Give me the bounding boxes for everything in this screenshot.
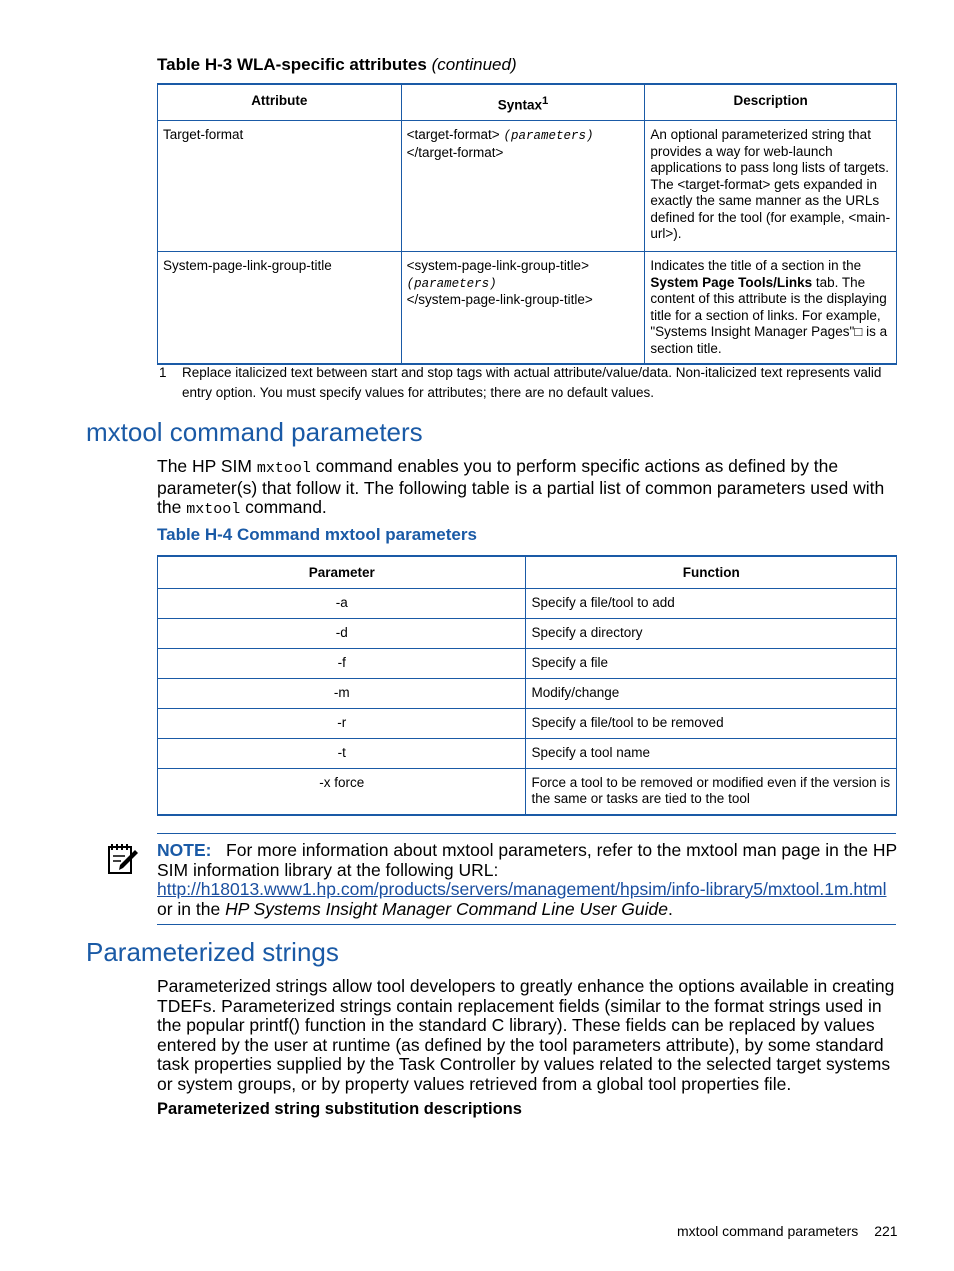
parameter-cell: -t [158,738,526,768]
section2-subheading: Parameterized string substitution descriptions [157,1100,522,1118]
link-line-1: http://h18013.www1.hp.com/products/servers/ [157,879,514,899]
note-guide-title: HP Systems Insight Manager Command Line User Guide [225,898,668,919]
table-h4-header-row [158,556,897,588]
syntax-close-tag: </system-page-link-group-title> [406,292,593,307]
function-cell: Force a tool to be removed or modified even if the version is the same or tasks are tied to the tool [526,768,897,815]
syntax-open-tag: <system-page-link-group-title> [406,258,589,273]
table-h3-header-attribute: Attribute [158,84,402,121]
section2-paragraph: Parameterized strings allow tool developers to greatly enhance the options available in creating TDEFs. Parameterized strings contain replacement fields (similar to the format strings used in the popular printf() function in the standard C library). These fields can be replaced by values entered by the user at runtime (as defined by the tool parameters attribute), by some standard task properties supplied by the Task Controller by values related to the selected target systems or system groups, or by property values retrieved from a global tool properties file. [157,976,895,1094]
note-text-mid: or in the [157,898,221,919]
table-row [158,588,897,618]
footnote-number: 1 [159,365,167,380]
table-row [158,768,897,815]
syntax-footnote-ref: 1 [541,95,549,107]
parameter-cell: -d [158,618,526,648]
footnote-text: Replace italicized text between start and stop tags with actual attribute/value/data. Non-italicized text represents valid entry option. You must specify values for attributes; there are no default values. [182,365,882,400]
function-cell: Modify/change [526,678,897,708]
attribute-cell: System-page-link-group-title [158,252,402,365]
syntax-header-label: Syntax [497,97,542,113]
table-row [158,648,897,678]
function-cell: Specify a file/tool to be removed [526,708,897,738]
description-cell [645,252,897,365]
link-line-2: management/hpsim/info-library5/mxtool.1m.html [513,879,887,899]
table-h4 [157,555,897,816]
table-h3 [157,83,897,365]
table-h4-header-parameter: Parameter [158,556,526,588]
table-row [158,121,897,252]
description-bold: System Page Tools/Links [650,274,813,290]
para-code-mxtool: mxtool [256,460,311,477]
para-post: command. [245,497,327,517]
syntax-cell [401,121,645,252]
function-cell: Specify a file [526,648,897,678]
table-row [158,708,897,738]
note-label: NOTE: [157,840,212,860]
syntax-open-tag: <target-format> [406,127,500,142]
table-row [158,738,897,768]
table-row [158,252,897,365]
section1-paragraph [157,457,897,520]
description-post: tab. The content of this attribute is the displaying title for a section of links. For example, "Systems Insight Manager Pages"□ is a section title. [650,274,888,356]
table-h3-caption-title: Table H-3 WLA-specific attributes [157,55,427,74]
page-footer [677,1223,898,1239]
note-text-pre: For more information about mxtool parameters, refer to the mxtool man page in the HP SIM information library at the following URL: [157,840,897,880]
mxtool-man-page-link[interactable] [157,879,887,899]
table-h4-caption: Table H-4 Command mxtool parameters [157,525,477,544]
note-pencil-icon [107,842,139,876]
description-cell: An optional parameterized string that provides a way for web-launch applications to pass long lists of targets. The <target-format> gets expanded in exactly the same manner as the URLs defined for the tool (for example, <main-url>). [645,121,897,252]
table-h3-header-syntax [401,84,645,121]
note-text-end: . [667,898,673,919]
function-cell: Specify a file/tool to add [526,588,897,618]
note-text [157,841,899,919]
table-row [158,678,897,708]
syntax-param: (parameters) [503,129,594,143]
table-h3-header-row [158,84,897,121]
parameter-cell: -m [158,678,526,708]
parameter-cell: -a [158,588,526,618]
footer-section-name: mxtool command parameters [677,1223,859,1239]
table-h3-caption-continued: (continued) [431,55,517,74]
parameter-cell: -r [158,708,526,738]
function-cell: Specify a directory [526,618,897,648]
section-title-mxtool: mxtool command parameters [86,417,423,447]
function-cell: Specify a tool name [526,738,897,768]
table-h3-caption [157,55,517,75]
section-title-parameterized-strings: Parameterized strings [86,937,339,967]
table-h3-header-description: Description [645,84,897,121]
syntax-close-tag: </target-format> [406,144,504,160]
parameter-cell: -f [158,648,526,678]
attribute-cell: Target-format [158,121,402,252]
syntax-param: (parameters) [406,276,497,291]
para-mid: command enables you to perform specific actions as defined by the parameter(s) that follow it. The following table is a partial list of common parameters used with the [157,456,885,517]
para-code-mxtool-2: mxtool [186,501,241,518]
table-h4-header-function: Function [526,556,897,588]
para-pre: The HP SIM [157,456,252,476]
table-row [158,618,897,648]
footer-page-number: 221 [874,1223,898,1239]
table-h3-footnote [157,363,899,403]
syntax-cell [401,252,645,365]
parameter-cell: -x force [158,768,526,815]
description-pre: Indicates the title of a section in the [650,258,862,273]
